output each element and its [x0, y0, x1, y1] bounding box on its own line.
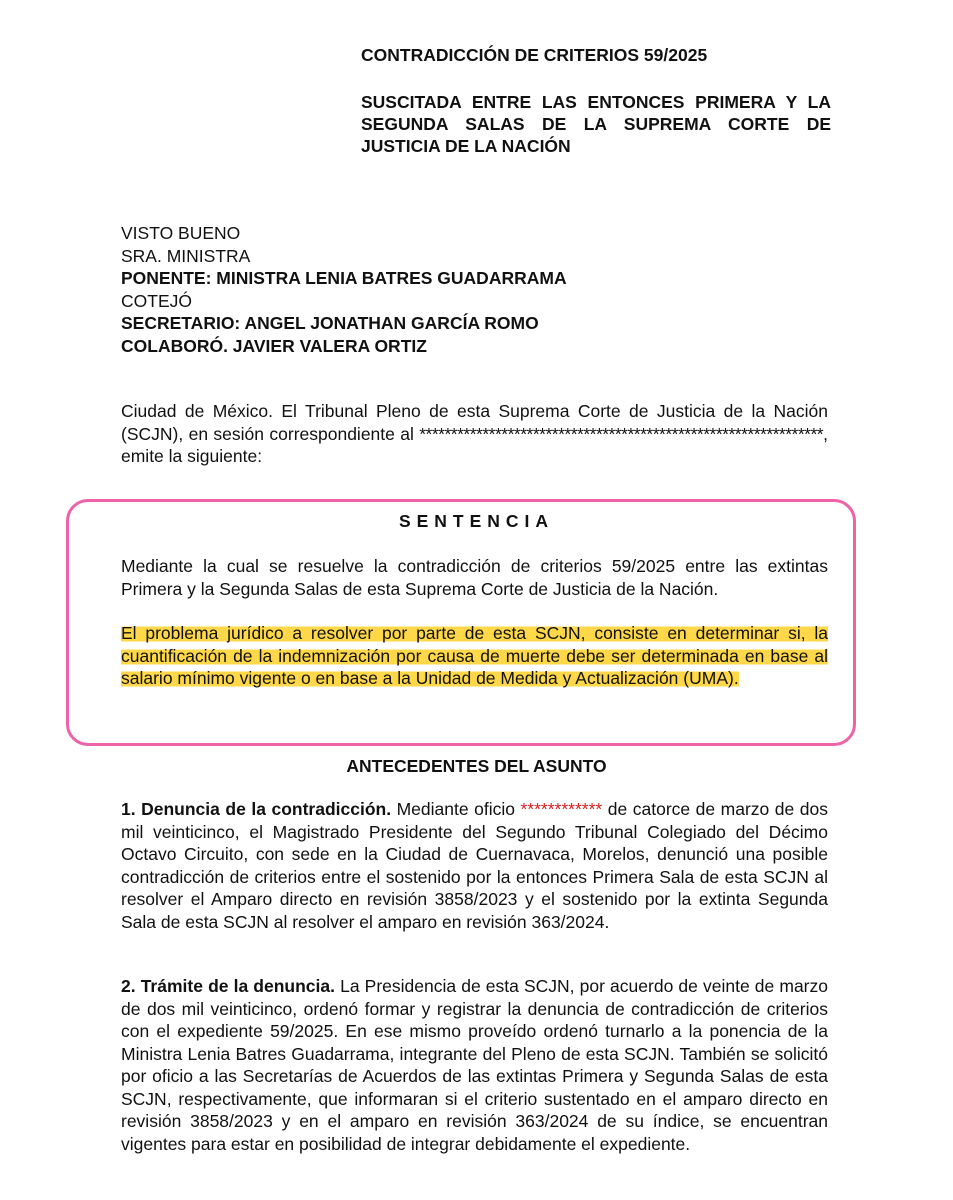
cotejo-label: COTEJÓ	[121, 290, 192, 311]
item2-text: La Presidencia de esta SCJN, por acuerdo de veinte de marzo de dos mil veinticinco, ordenó formar y registrar la denuncia de contradicción de criterios con el expediente 59/2025. En ese mismo proveído ordenó turnarlo a la ponencia de la Ministra Lenia Batres Guadarrama, integrante del Pleno de esta SCJN. También se solicitó por oficio a las Secretarías de Acuerdos de las extintas Primera y Segunda Salas de esta SCJN, respectivamente, que informaran si el criterio sustentado en el amparo directo en revisión 3858/2023 y en el amparo en revisión 363/2024 de su índice, se encuentran vigentes para estar en posibilidad de integrar debidamente el expediente.	[121, 976, 828, 1154]
signoff-block	[121, 222, 821, 357]
item1-pre: Mediante oficio	[391, 799, 521, 819]
document-header	[361, 44, 831, 157]
item1-post: de catorce de marzo de dos mil veinticinco, el Magistrado Presidente del Segundo Tribunal Colegiado del Décimo Octavo Circuito, con sede en la Ciudad de Cuernavaca, Morelos, denunció una posible contradicción de criterios entre el sostenido por la entonces Primera Sala de esta SCJN al resolver el Amparo directo en revisión 3858/2023 y el sostenido por la extinta Segunda Sala de esta SCJN al resolver el amparo en revisión 363/2024.	[121, 799, 828, 932]
intro-ending: , emite la siguiente:	[121, 423, 828, 466]
secretario-line: SECRETARIO: ANGEL JONATHAN GARCÍA ROMO	[121, 313, 539, 333]
sentencia-legal-problem	[121, 622, 828, 690]
sra-ministra-label: SRA. MINISTRA	[121, 245, 251, 266]
ponente-line: PONENTE: MINISTRA LENIA BATRES GUADARRAMA	[121, 268, 567, 288]
colaboro-line: COLABORÓ. JAVIER VALERA ORTIZ	[121, 335, 427, 356]
intro-paragraph	[121, 400, 828, 468]
antecedente-item-1	[121, 798, 828, 933]
visto-bueno-label: VISTO BUENO	[121, 223, 241, 243]
sentencia-title: SENTENCIA	[398, 511, 555, 531]
highlighted-text: El problema jurídico a resolver por parte de esta SCJN, consiste en determinar si, la cuantificación de la indemnización por causa de muerte debe ser determinada en base al salario mínimo vigente o en base a la Unidad de Medida y Actualización (UMA).	[121, 623, 828, 688]
sentencia-summary: Mediante la cual se resuelve la contradicción de criterios 59/2025 entre las extintas Primera y la Segunda Salas de esta Suprema Corte de Justicia de la Nación.	[121, 556, 828, 599]
item1-heading: 1. Denuncia de la contradicción.	[121, 799, 392, 819]
item2-heading: 2. Trámite de la denuncia.	[121, 976, 335, 996]
case-title: CONTRADICCIÓN DE CRITERIOS 59/2025	[361, 45, 708, 65]
item1-redacted-oficio: ************	[520, 799, 603, 819]
case-subtitle: SUSCITADA ENTRE LAS ENTONCES PRIMERA Y LA SEGUNDA SALAS DE LA SUPREMA CORTE DE JUSTICIA DE LA NACIÓN	[361, 92, 831, 156]
intro-redacted-date: ****************************************************************	[419, 423, 824, 444]
intro-text: Ciudad de México. El Tribunal Pleno de esta Suprema Corte de Justicia de la Nación (SCJN), en sesión correspondiente al	[121, 401, 828, 444]
antecedentes-title: ANTECEDENTES DEL ASUNTO	[346, 756, 607, 776]
antecedente-item-2	[121, 975, 828, 1155]
